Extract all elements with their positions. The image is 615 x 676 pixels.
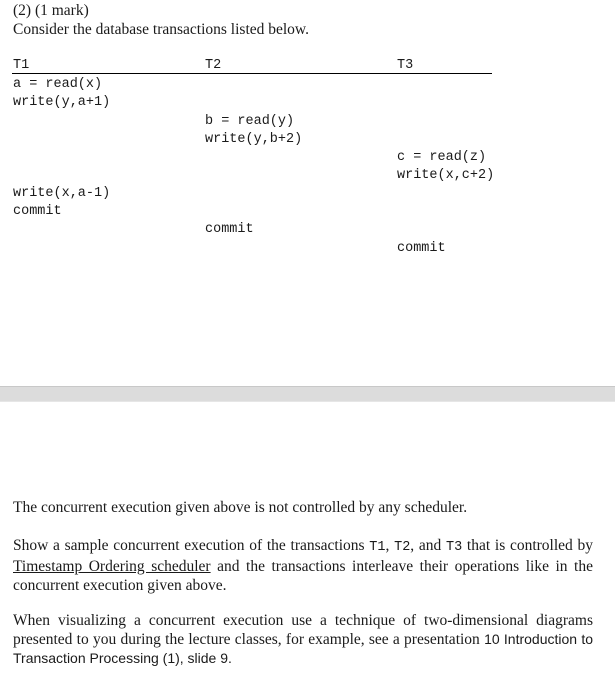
task-transaction-t3: T3 — [446, 540, 463, 555]
task-separator-2: , and — [410, 537, 446, 554]
operation-t3-commit: commit — [397, 241, 446, 256]
column-header-t2: T2 — [205, 58, 222, 73]
operation-t1-write-x: write(x,a-1) — [13, 186, 111, 201]
task-transaction-t1: T1 — [369, 540, 386, 555]
paragraph-task — [13, 536, 593, 595]
operation-t1-commit: commit — [13, 204, 62, 219]
column-header-t1: T1 — [13, 58, 30, 73]
presentation-reference: 10 Introduction to Transaction Processing (1), slide 9. — [13, 631, 593, 666]
visualization-text: When visualizing a concurrent execution use a technique of two-dimensional diagrams presented to you during the lecture classes, for example, see a presentation — [13, 612, 593, 648]
task-text-end: and the transactions interleave their operations like in the concurrent execution given above. — [13, 558, 593, 594]
paragraph-scheduler-note-text: The concurrent execution given above is not controlled by any scheduler. — [13, 499, 468, 516]
page-break — [0, 386, 615, 402]
operation-t3-read-z: c = read(z) — [397, 150, 487, 165]
timestamp-ordering-link[interactable]: Timestamp Ordering scheduler — [13, 558, 211, 575]
operation-t1-write-y: write(y,a+1) — [13, 95, 111, 110]
paragraph-visualization — [13, 611, 593, 668]
column-header-t3: T3 — [397, 58, 414, 73]
task-separator-1: , — [385, 537, 395, 554]
question-intro: Consider the database transactions listed below. — [13, 21, 309, 38]
task-text-start: Show a sample concurrent execution of the transactions — [13, 537, 370, 554]
operation-t1-read-x: a = read(x) — [13, 77, 103, 92]
operation-t2-write-y: write(y,b+2) — [205, 132, 303, 147]
operation-t3-write-x: write(x,c+2) — [397, 168, 495, 183]
table-header-rule — [12, 73, 492, 74]
operation-t2-read-y: b = read(y) — [205, 114, 295, 129]
paragraph-scheduler-note — [13, 498, 593, 517]
operation-t2-commit: commit — [205, 222, 254, 237]
question-heading: (2) (1 mark) — [13, 2, 89, 19]
task-text-middle: that is controlled by — [462, 537, 594, 554]
task-transaction-t2: T2 — [394, 540, 411, 555]
